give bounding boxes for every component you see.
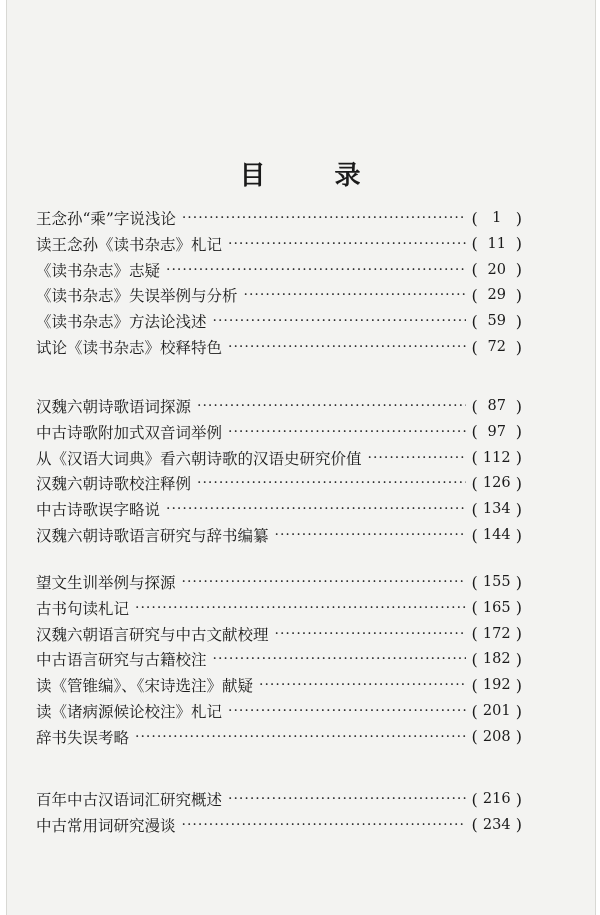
page-number (472, 727, 523, 746)
paren-open: ( (471, 525, 478, 545)
toc-entry (36, 232, 522, 256)
dot-leader (275, 527, 466, 543)
paren-open: ( (471, 701, 478, 721)
page-number-value: 201 (482, 703, 511, 719)
paren-open: ( (471, 624, 478, 644)
dot-leader (213, 651, 466, 667)
toc-entry-title: 辞书失误考略 (36, 728, 130, 747)
paren-close: ) (515, 815, 522, 835)
page-number-value: 20 (487, 261, 506, 278)
paren-close: ) (515, 598, 522, 618)
paren-open: ( (471, 208, 478, 228)
toc-entry (36, 471, 522, 495)
toc-entry (36, 335, 522, 359)
dot-leader (182, 210, 466, 226)
page-number (472, 474, 523, 493)
paren-open: ( (471, 675, 478, 695)
toc-entry (36, 258, 522, 282)
dot-leader (228, 703, 465, 719)
page-number-value: 126 (482, 475, 511, 492)
toc-entry-title: 中古常用词研究漫谈 (36, 816, 176, 835)
toc-entry-title: 读《管锥编》、《宋诗选注》献疑 (36, 677, 254, 696)
toc-entry (36, 570, 522, 594)
toc-entry (36, 394, 522, 418)
paren-open: ( (471, 649, 478, 669)
paren-close: ) (515, 422, 522, 442)
page-number-value: 155 (482, 574, 511, 590)
page-number (472, 209, 523, 228)
toc-entry (36, 622, 522, 646)
dot-leader (166, 262, 465, 278)
paren-close: ) (515, 396, 522, 416)
dot-leader (368, 450, 466, 466)
page-number-value: 1 (492, 210, 502, 226)
toc-entry-title: 汉魏六朝语言研究与中古文献校理 (36, 625, 269, 644)
toc-entry-title: 试论《读书杂志》校释特色 (36, 339, 223, 357)
dot-leader (182, 574, 466, 590)
dot-leader (228, 339, 465, 355)
page-number-value: 29 (487, 287, 506, 304)
page-number (472, 790, 523, 809)
paren-close: ) (515, 499, 522, 519)
page-number (472, 573, 523, 592)
toc-entry (36, 699, 522, 723)
paren-close: ) (515, 285, 522, 305)
toc-entry (36, 420, 522, 444)
page-number (472, 598, 523, 617)
page-number (472, 286, 523, 305)
paren-open: ( (471, 473, 478, 493)
toc-entry-title: 《读书杂志》失误举例与分析 (36, 287, 238, 306)
paren-open: ( (471, 285, 478, 305)
toc-entry-title: 读《诸病源候论校注》札记 (36, 703, 223, 721)
page-title: 目 录 (239, 161, 391, 191)
page-number (472, 422, 523, 441)
paren-open: ( (471, 499, 478, 519)
page-number (472, 260, 523, 279)
page-number-value: 144 (482, 527, 511, 543)
paren-close: ) (515, 649, 522, 669)
paren-open: ( (471, 234, 478, 254)
page-number-value: 134 (482, 501, 511, 518)
dot-leader (166, 501, 465, 517)
paren-open: ( (471, 337, 478, 357)
toc-entry-title: 中古语言研究与古籍校注 (36, 651, 207, 670)
paren-close: ) (515, 234, 522, 254)
page-number-value: 59 (487, 313, 506, 330)
page-number-value: 216 (482, 791, 511, 807)
paren-close: ) (515, 208, 522, 228)
toc-entry (36, 787, 522, 811)
paren-close: ) (515, 311, 522, 331)
page-number (472, 234, 523, 253)
toc-entry-title: 中古诗歌误字略说 (36, 501, 161, 520)
toc-entry (36, 309, 522, 333)
page-number (472, 338, 523, 357)
page-number (472, 815, 523, 834)
page-number (472, 397, 523, 416)
toc-entry-title: 汉魏六朝诗歌语词探源 (36, 398, 192, 416)
paren-close: ) (515, 448, 522, 468)
page-number (472, 624, 523, 643)
paren-open: ( (471, 448, 478, 468)
paren-open: ( (471, 789, 478, 809)
toc-entry-title: 从《汉语大词典》看六朝诗歌的汉语史研究价值 (36, 449, 362, 468)
page-number (472, 526, 523, 545)
paren-open: ( (471, 422, 478, 442)
page-number-value: 165 (482, 599, 511, 616)
toc-entry (36, 813, 522, 837)
dot-leader (135, 600, 465, 616)
page-number-value: 192 (482, 677, 511, 694)
page-number-value: 112 (482, 449, 511, 466)
toc-entry (36, 523, 522, 547)
dot-leader (213, 313, 466, 329)
toc-entry (36, 283, 522, 307)
page-number (472, 650, 523, 669)
toc-entry-title: 《读书杂志》志疑 (36, 261, 161, 280)
dot-leader (259, 677, 465, 693)
dot-leader (244, 287, 466, 303)
dot-leader (228, 236, 465, 252)
page-number (472, 500, 523, 519)
page-number (472, 448, 523, 467)
page-number (472, 312, 523, 331)
paren-close: ) (515, 789, 522, 809)
dot-leader (135, 729, 465, 745)
dot-leader (197, 398, 465, 414)
toc-entry-title: 王念孙“乘”字说浅论 (36, 210, 176, 228)
toc-entry (36, 596, 522, 620)
dot-leader (228, 424, 465, 440)
paren-close: ) (515, 473, 522, 493)
paren-close: ) (515, 260, 522, 280)
toc-entry-title: 望文生训举例与探源 (36, 574, 176, 592)
paren-close: ) (515, 624, 522, 644)
paren-open: ( (471, 260, 478, 280)
paren-close: ) (515, 572, 522, 592)
toc-entry-title: 百年中古汉语词汇研究概述 (36, 791, 223, 809)
dot-leader (275, 626, 466, 642)
paren-open: ( (471, 572, 478, 592)
toc-entry-title: 汉魏六朝诗歌语言研究与辞书编纂 (36, 527, 269, 545)
toc-entry (36, 206, 522, 230)
toc-entry (36, 446, 522, 470)
toc-entry-title: 汉魏六朝诗歌校注释例 (36, 475, 192, 494)
page-number (472, 676, 523, 695)
paren-open: ( (471, 396, 478, 416)
page-number-value: 172 (482, 625, 511, 642)
toc-entry (36, 673, 522, 697)
dot-leader (228, 791, 465, 807)
paren-open: ( (471, 311, 478, 331)
toc-entry (36, 647, 522, 671)
paren-close: ) (515, 701, 522, 721)
toc-entry-title: 《读书杂志》方法论浅述 (36, 313, 207, 332)
toc-entry (36, 725, 522, 749)
page-number-value: 234 (482, 816, 511, 833)
paren-close: ) (515, 727, 522, 747)
paren-open: ( (471, 727, 478, 747)
toc-entry (36, 497, 522, 521)
toc-entry-title: 中古诗歌附加式双音词举例 (36, 423, 223, 442)
page-number-value: 208 (482, 728, 511, 745)
toc-entry-title: 古书句读札记 (36, 599, 130, 618)
page-number (472, 702, 523, 721)
paren-close: ) (515, 525, 522, 545)
paren-close: ) (515, 337, 522, 357)
page-number-value: 97 (487, 423, 506, 440)
paren-open: ( (471, 598, 478, 618)
toc-entry-title: 读王念孙《读书杂志》札记 (36, 235, 223, 254)
dot-leader (182, 817, 466, 833)
page-number-value: 11 (487, 235, 506, 252)
dot-leader (197, 475, 465, 491)
page-number-value: 87 (487, 398, 506, 414)
page-number-value: 182 (482, 651, 511, 668)
paren-open: ( (471, 815, 478, 835)
paren-close: ) (515, 675, 522, 695)
page-number-value: 72 (487, 339, 506, 355)
